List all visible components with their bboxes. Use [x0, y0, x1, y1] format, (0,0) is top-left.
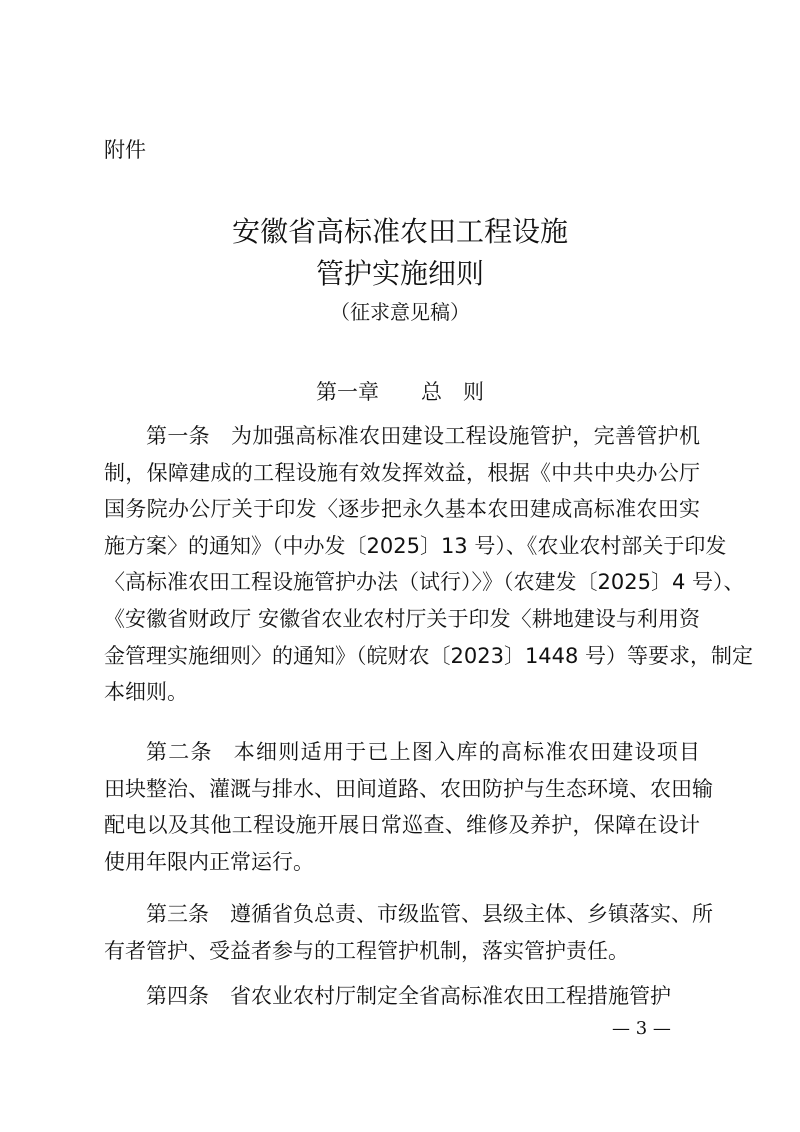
- article-label: 第二条: [146, 740, 213, 764]
- article-line: 〈高标准农田工程设施管护办法（试行）〉》（农建发〔2025〕4 号）、: [104, 570, 745, 595]
- article-line: 本细则。: [104, 680, 188, 705]
- article-line: 第三条 遵循省负总责、市级监管、县级主体、乡镇落实、所: [146, 902, 713, 926]
- article-line: 第二条 本细则适用于已上图入库的高标准农田建设项目: [146, 740, 701, 764]
- chapter-number: 第一章: [316, 380, 379, 404]
- document-title-line-2: 管护实施细则: [315, 257, 484, 290]
- attachment-label: 附件: [104, 138, 146, 162]
- article-line: 使用年限内正常运行。: [104, 849, 314, 874]
- article-label: 第三条: [146, 902, 209, 926]
- chapter-name: 总 则: [421, 380, 484, 404]
- article-line: 配电以及其他工程设施开展日常巡查、维修及养护，保障在设计: [104, 813, 700, 838]
- article-1: [104, 418, 754, 711]
- article-label: 第四条: [146, 984, 209, 1008]
- article-line: 制，保障建成的工程设施有效发挥效益，根据《中共中央办公厅: [104, 460, 700, 485]
- article-line: 金管理实施细则〉的通知》（皖财农〔2023〕1448 号）等要求，制定: [104, 643, 754, 668]
- article-4: [104, 978, 700, 1015]
- article-2: [104, 734, 713, 880]
- article-line: 施方案〉的通知》（中办发〔2025〕13 号）、《农业农村部关于印发: [104, 533, 727, 558]
- article-line: 第一条 为加强高标准农田建设工程设施管护，完善管护机: [146, 424, 700, 448]
- article-line: 第四条 省农业农村厅制定全省高标准农田工程措施管护: [146, 984, 671, 1008]
- article-line: 国务院办公厅关于印发〈逐步把永久基本农田建成高标准农田实: [104, 497, 700, 522]
- article-3: [104, 896, 713, 969]
- article-label: 第一条: [146, 424, 210, 448]
- page-number: — 3 —: [612, 1018, 671, 1039]
- document-title-line-1: 安徽省高标准农田工程设施: [231, 215, 568, 248]
- chapter-heading: [0, 376, 800, 408]
- article-line: 田块整治、灌溉与排水、田间道路、农田防护与生态环境、农田输: [104, 776, 713, 801]
- article-line: 有者管护、受益者参与的工程管护机制，落实管护责任。: [104, 938, 629, 963]
- article-line: 《安徽省财政厅 安徽省农业农村厅关于印发〈耕地建设与利用资: [104, 606, 700, 631]
- document-subtitle: （征求意见稿）: [330, 300, 470, 324]
